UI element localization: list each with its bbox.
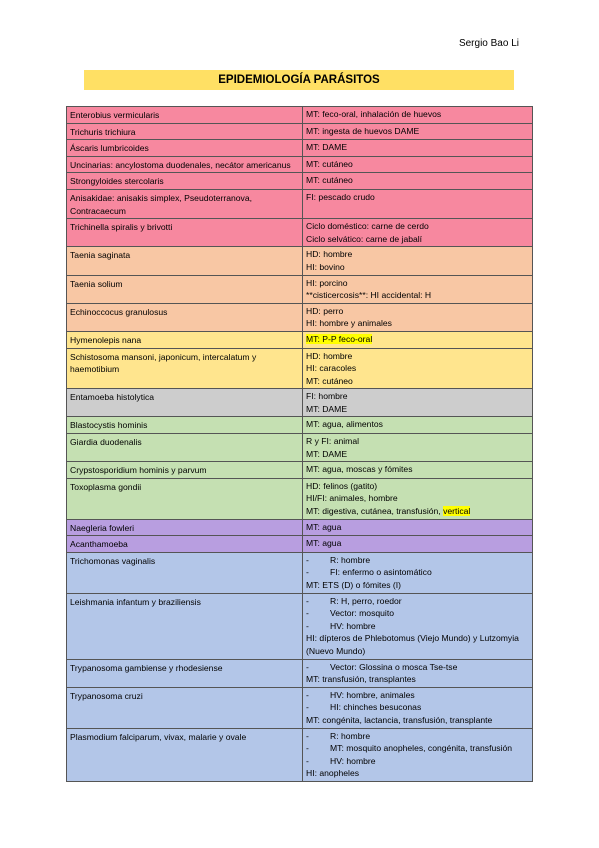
- parasite-name: Áscaris lumbricoides: [67, 140, 303, 157]
- parasite-name: Taenia solium: [67, 275, 303, 303]
- epidemiology-cell: [303, 107, 533, 124]
- page-title: EPIDEMIOLOGÍA PARÁSITOS: [84, 70, 514, 90]
- table-row: [67, 519, 533, 536]
- author-name: Sergio Bao Li: [458, 38, 519, 49]
- info-line: MT: cutáneo: [306, 375, 353, 386]
- table-row: [67, 247, 533, 275]
- table-row: [67, 593, 533, 659]
- epidemiology-cell: [303, 417, 533, 434]
- table-row: [67, 728, 533, 781]
- table-row: [67, 107, 533, 124]
- epidemiology-cell: [303, 593, 533, 659]
- bullet-item: - R: hombre: [306, 554, 529, 567]
- info-line: HI: anopheles: [306, 768, 360, 779]
- info-line: MT: DAME: [306, 142, 348, 153]
- table-row: [67, 303, 533, 331]
- parasite-name: Toxoplasma gondii: [67, 478, 303, 519]
- bullet-item: - HV: hombre: [306, 620, 529, 633]
- table-row: [67, 123, 533, 140]
- epidemiology-cell: [303, 728, 533, 781]
- highlighted-text: vertical: [443, 506, 471, 517]
- parasite-name: Trichomonas vaginalis: [67, 552, 303, 593]
- table-row: [67, 659, 533, 687]
- table-row: [67, 552, 533, 593]
- parasite-name: Naegleria fowleri: [67, 519, 303, 536]
- parasite-name: Strongyloides stercolaris: [67, 173, 303, 190]
- info-line: HD: perro: [306, 305, 344, 316]
- info-line: HD: hombre: [306, 249, 353, 260]
- epidemiology-cell: [303, 140, 533, 157]
- info-line: MT: agua, moscas y fómites: [306, 464, 413, 475]
- parasite-name: Trichuris trichiura: [67, 123, 303, 140]
- parasite-name: Crypstosporidium hominis y parvum: [67, 462, 303, 479]
- bullet-item: - R: H, perro, roedor: [306, 595, 529, 608]
- table-row: [67, 389, 533, 417]
- epidemiology-cell: [303, 348, 533, 389]
- table-row: [67, 275, 533, 303]
- parasite-name: Entamoeba histolytica: [67, 389, 303, 417]
- epidemiology-cell: [303, 389, 533, 417]
- epidemiology-cell: [303, 687, 533, 728]
- parasite-name: Acanthamoeba: [67, 536, 303, 553]
- bullet-item: - Vector: Glossina o mosca Tse-tse: [306, 661, 529, 674]
- epidemiology-cell: [303, 434, 533, 462]
- info-line: MT: transfusión, transplantes: [306, 674, 416, 685]
- table-row: [67, 140, 533, 157]
- info-line: MT: cutáneo: [306, 175, 353, 186]
- epidemiology-cell: [303, 519, 533, 536]
- info-line: HI: caracoles: [306, 363, 357, 374]
- info-line: MT: agua: [306, 521, 342, 532]
- info-line: **cisticercosis**: HI accidental: H: [306, 290, 432, 301]
- parasites-table: [66, 106, 533, 782]
- bullet-item: - HI: chinches besuconas: [306, 701, 529, 714]
- info-line: FI: pescado crudo: [306, 191, 375, 202]
- table-row: [67, 687, 533, 728]
- table-row: [67, 536, 533, 553]
- info-line: HD: felinos (gatito): [306, 480, 378, 491]
- parasite-name: Anisakidae: anisakis simplex, Pseudoterranova, Contracaecum: [67, 189, 303, 218]
- table-row: [67, 434, 533, 462]
- epidemiology-cell: [303, 275, 533, 303]
- info-line: MT: congénita, lactancia, transfusión, transplante: [306, 714, 493, 725]
- parasite-name: Blastocystis hominis: [67, 417, 303, 434]
- epidemiology-cell: [303, 659, 533, 687]
- info-line: FI: hombre: [306, 391, 348, 402]
- info-line: HI: bovino: [306, 261, 345, 272]
- table-row: [67, 173, 533, 190]
- bullet-item: - FI: enfermo o asintomático: [306, 566, 529, 579]
- parasite-name: Uncinarias: ancylostoma duodenales, necátor americanus: [67, 156, 303, 173]
- parasite-name: Leishmania infantum y braziliensis: [67, 593, 303, 659]
- epidemiology-cell: [303, 478, 533, 519]
- parasite-name: Schistosoma mansoni, japonicum, intercalatum y haemotibium: [67, 348, 303, 389]
- table-row: [67, 156, 533, 173]
- info-line: MT: cutáneo: [306, 158, 353, 169]
- bullet-item: - MT: mosquito anopheles, congénita, transfusión: [306, 742, 529, 755]
- info-line: Ciclo selvático: carne de jabalí: [306, 233, 423, 244]
- info-line: MT: DAME: [306, 448, 348, 459]
- epidemiology-cell: [303, 462, 533, 479]
- table-row: [67, 219, 533, 247]
- parasite-name: Plasmodium falciparum, vivax, malarie y ovale: [67, 728, 303, 781]
- table-row: [67, 348, 533, 389]
- epidemiology-cell: [303, 219, 533, 247]
- epidemiology-cell: [303, 552, 533, 593]
- parasite-name: Trichinella spiralis y brivotti: [67, 219, 303, 247]
- info-line: HI: hombre y animales: [306, 318, 392, 329]
- epidemiology-cell: [303, 156, 533, 173]
- info-line: MT: agua, alimentos: [306, 419, 383, 430]
- info-line: MT: agua: [306, 538, 342, 549]
- info-line: MT: ETS (D) o fómites (I): [306, 580, 402, 590]
- info-line: MT: DAME: [306, 403, 348, 414]
- info-line: MT: feco-oral, inhalación de huevos: [306, 109, 442, 119]
- parasite-name: Trypanosoma cruzi: [67, 687, 303, 728]
- info-line: Ciclo doméstico: carne de cerdo: [306, 221, 429, 232]
- epidemiology-cell: [303, 331, 533, 348]
- table-row: [67, 331, 533, 348]
- table-row: [67, 189, 533, 218]
- info-line: MT: ingesta de huevos DAME: [306, 125, 420, 136]
- info-line: R y FI: animal: [306, 436, 360, 447]
- info-line: MT: digestiva, cutánea, transfusión, vertical: [306, 506, 471, 517]
- info-line: HI/FI: animales, hombre: [306, 493, 398, 504]
- epidemiology-cell: [303, 303, 533, 331]
- bullet-item: - HV: hombre: [306, 755, 529, 768]
- info-line: HD: hombre: [306, 350, 353, 361]
- epidemiology-cell: [303, 123, 533, 140]
- table-row: [67, 417, 533, 434]
- parasite-name: Hymenolepis nana: [67, 331, 303, 348]
- parasite-name: Giardia duodenalis: [67, 434, 303, 462]
- parasite-name: Enterobius vermicularis: [67, 107, 303, 124]
- epidemiology-cell: [303, 189, 533, 218]
- info-line: HI: porcino: [306, 277, 348, 288]
- bullet-item: - R: hombre: [306, 730, 529, 743]
- parasite-name: Taenia saginata: [67, 247, 303, 275]
- parasite-name: Echinoccocus granulosus: [67, 303, 303, 331]
- table-row: [67, 478, 533, 519]
- info-line: MT: P-P feco-oral: [306, 333, 373, 344]
- epidemiology-cell: [303, 173, 533, 190]
- parasite-name: Trypanosoma gambiense y rhodesiense: [67, 659, 303, 687]
- bullet-item: - Vector: mosquito: [306, 607, 529, 620]
- bullet-item: - HV: hombre, animales: [306, 689, 529, 702]
- table-row: [67, 462, 533, 479]
- epidemiology-cell: [303, 536, 533, 553]
- info-line: HI: dípteros de Phlebotomus (Viejo Mundo) y Lutzomyia (Nuevo Mundo): [306, 633, 519, 656]
- epidemiology-cell: [303, 247, 533, 275]
